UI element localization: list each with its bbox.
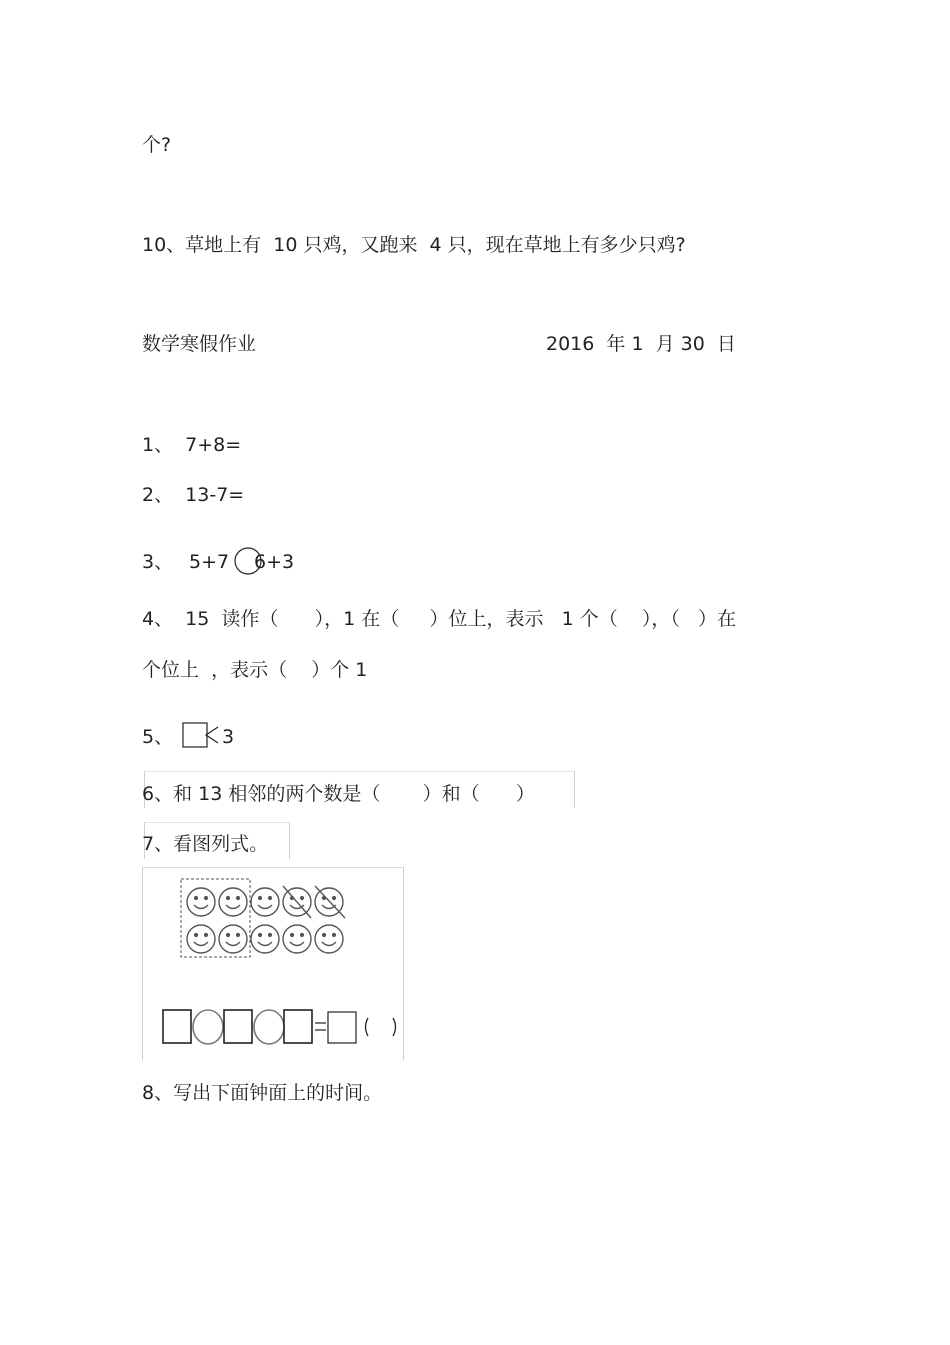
problem-3-right: 6+3 [254,551,295,573]
problem-2: 2、 13-7= [142,484,245,506]
dashed-group-box [181,879,250,957]
equation-operator-circle-icon [193,1010,223,1044]
smiley-figure [142,867,404,1062]
question-10: 10、草地上有 10 只鸡，又跑来 4 只，现在草地上有多少只鸡? [142,234,686,256]
unit-paren-right-icon [393,1018,396,1036]
smiley-face-icon [251,888,279,916]
section-date: 2016 年 1 月 30 日 [546,333,736,355]
smiley-face-icon [219,925,247,953]
equation-box-icon [163,1010,191,1043]
problem-3-number: 3、 [142,551,174,573]
smiley-face-icon [187,888,215,916]
equation-box-icon [284,1010,312,1043]
continued-question-tail: 个? [142,134,172,156]
problem-1: 1、 7+8= [142,434,242,456]
problem-6: 6、和 13 相邻的两个数是（ ）和（ ） [142,783,535,805]
smiley-face-icon [187,925,215,953]
problem-5-number: 5、 [142,726,174,748]
section-title: 数学寒假作业 [142,333,257,355]
equation-result-box-icon [328,1012,356,1043]
problem-7: 7、看图列式。 [142,833,269,855]
problem-8: 8、写出下面钟面上的时间。 [142,1082,383,1104]
smiley-face-icon [251,925,279,953]
crossed-smiley-face-icon [315,886,345,918]
smiley-face-icon [315,925,343,953]
problem-5-value: 3 [222,726,235,748]
problem-4-line-2: 个位上 ，表示（ ）个 1 [142,659,368,681]
answer-box-icon[interactable] [182,722,226,750]
smiley-face-icon [219,888,247,916]
problem-3-left: 5+7 [189,551,230,573]
smiley-face-icon [283,925,311,953]
equation-box-icon [224,1010,252,1043]
unit-paren-left-icon [366,1018,369,1036]
crossed-smiley-face-icon [283,886,311,918]
equation-operator-circle-icon [254,1010,284,1044]
problem-4-line-1: 4、 15 读作（ ），1 在（ ）位上，表示 1 个（ ），（ ）在 [142,608,737,630]
